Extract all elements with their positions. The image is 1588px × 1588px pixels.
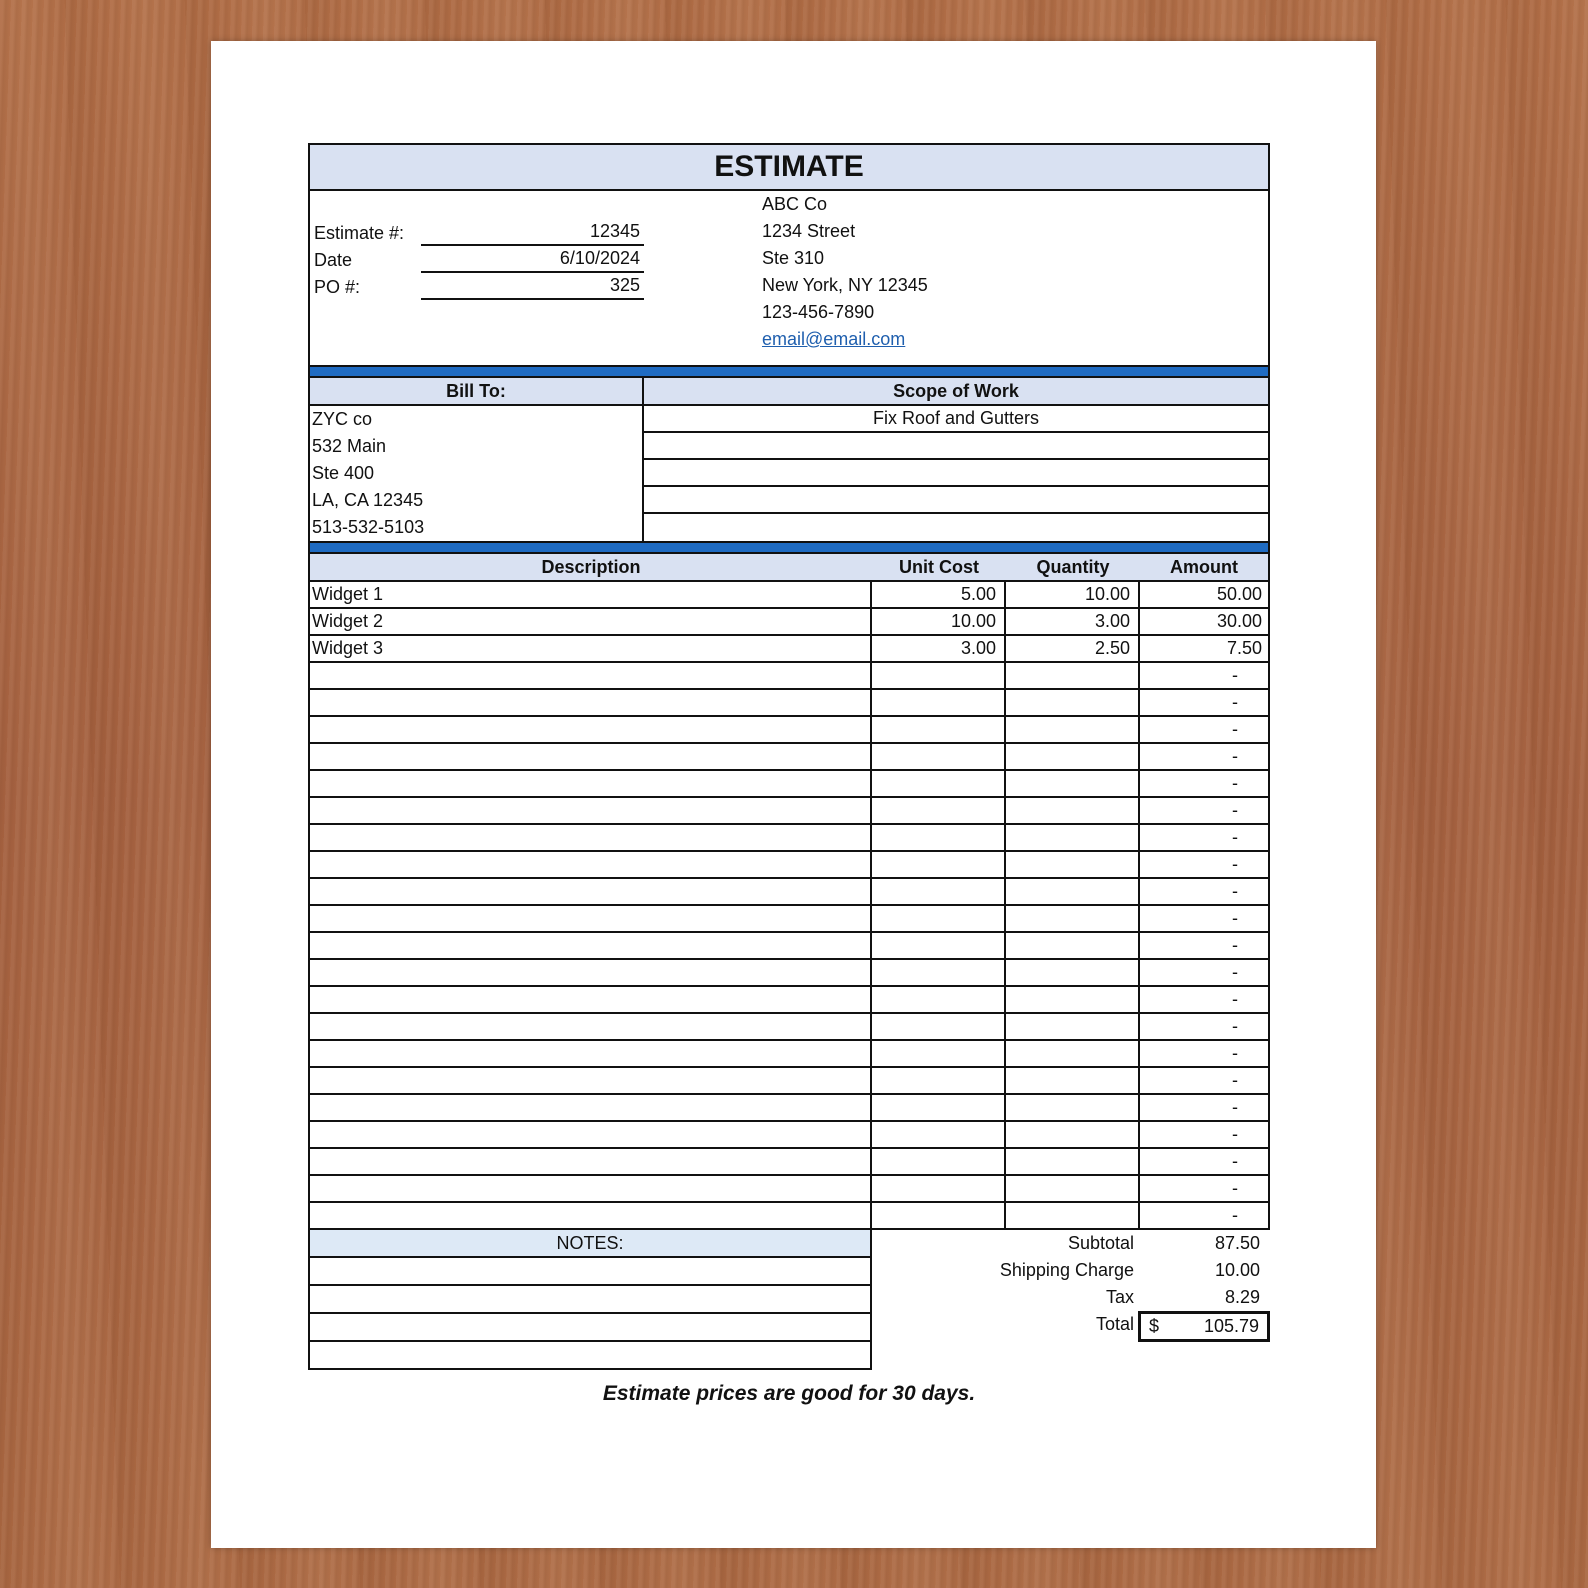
item-row xyxy=(310,1149,1268,1176)
item-description-cell[interactable] xyxy=(310,798,872,823)
header-block xyxy=(308,191,1270,365)
item-quantity-cell[interactable] xyxy=(1006,1149,1140,1174)
item-row xyxy=(310,879,1268,906)
item-row xyxy=(310,1122,1268,1149)
unit-cost-header: Unit Cost xyxy=(899,557,979,577)
item-description-cell[interactable] xyxy=(310,1014,872,1039)
amount-header: Amount xyxy=(1170,557,1238,577)
bill-to-line[interactable]: Ste 400 xyxy=(312,463,375,483)
item-unit-cost-cell[interactable] xyxy=(872,852,1006,877)
estimate-title: ESTIMATE xyxy=(308,143,1270,191)
item-unit-cost-cell[interactable] xyxy=(872,1068,1006,1093)
notes-line[interactable] xyxy=(310,1342,870,1368)
item-unit-cost-cell[interactable] xyxy=(872,1149,1006,1174)
item-unit-cost-cell[interactable] xyxy=(872,1203,1006,1228)
item-row xyxy=(310,987,1268,1014)
date-row xyxy=(314,246,644,273)
company-phone: 123-456-7890 xyxy=(762,302,875,322)
item-quantity-cell[interactable]: 10.00 xyxy=(1006,582,1140,607)
total-label: Total xyxy=(1095,1314,1134,1334)
item-quantity-cell[interactable] xyxy=(1006,879,1140,904)
shipping-value[interactable]: 10.00 xyxy=(1214,1260,1260,1280)
item-unit-cost-cell[interactable] xyxy=(872,1122,1006,1147)
estimate-meta xyxy=(314,219,644,300)
item-description-cell[interactable] xyxy=(310,825,872,850)
item-unit-cost-cell[interactable] xyxy=(872,933,1006,958)
scope-line[interactable] xyxy=(644,460,1268,487)
item-unit-cost-cell[interactable] xyxy=(872,717,1006,742)
item-row xyxy=(310,582,1268,609)
quantity-header: Quantity xyxy=(1036,557,1110,577)
item-unit-cost-cell[interactable] xyxy=(872,690,1006,715)
scope-line[interactable]: Fix Roof and Gutters xyxy=(644,406,1268,433)
item-quantity-cell[interactable] xyxy=(1006,1041,1140,1066)
po-label: PO #: xyxy=(314,277,361,297)
item-quantity-cell[interactable] xyxy=(1006,933,1140,958)
item-amount-cell: - xyxy=(1232,773,1238,793)
item-row xyxy=(310,960,1268,987)
item-amount-cell: 7.50 xyxy=(1226,638,1262,658)
item-row xyxy=(310,1203,1268,1230)
item-row xyxy=(310,717,1268,744)
item-amount-cell: - xyxy=(1232,1070,1238,1090)
item-quantity-cell[interactable] xyxy=(1006,906,1140,931)
subtotal-value: 87.50 xyxy=(1214,1233,1260,1253)
tax-row xyxy=(872,1284,1270,1311)
item-row xyxy=(310,690,1268,717)
item-row xyxy=(310,663,1268,690)
item-unit-cost-cell[interactable]: 10.00 xyxy=(872,609,1006,634)
item-quantity-cell[interactable] xyxy=(1006,663,1140,688)
item-unit-cost-cell[interactable] xyxy=(872,906,1006,931)
item-amount-cell: - xyxy=(1232,692,1238,712)
item-amount-cell: - xyxy=(1232,1124,1238,1144)
notes-line[interactable] xyxy=(310,1286,870,1314)
item-unit-cost-cell[interactable]: 5.00 xyxy=(872,582,1006,607)
item-unit-cost-cell[interactable] xyxy=(872,879,1006,904)
subtotal-row xyxy=(872,1230,1270,1257)
item-amount-cell: - xyxy=(1232,746,1238,766)
item-unit-cost-cell[interactable] xyxy=(872,825,1006,850)
subtotal-label: Subtotal xyxy=(1067,1233,1134,1253)
scope-line[interactable] xyxy=(644,514,1268,539)
item-amount-cell: - xyxy=(1232,1043,1238,1063)
scope-line[interactable] xyxy=(644,487,1268,514)
item-quantity-cell[interactable]: 3.00 xyxy=(1006,609,1140,634)
item-unit-cost-cell[interactable] xyxy=(872,771,1006,796)
item-quantity-cell[interactable] xyxy=(1006,1203,1140,1228)
items-header-row xyxy=(310,554,1268,582)
date-value[interactable]: 6/10/2024 xyxy=(421,248,644,273)
shipping-label: Shipping Charge xyxy=(999,1260,1134,1280)
item-description-cell[interactable] xyxy=(310,987,872,1012)
bill-to-line[interactable]: 532 Main xyxy=(312,436,387,456)
item-row xyxy=(310,744,1268,771)
estimate-form xyxy=(308,143,1270,1370)
estimate-number-label: Estimate #: xyxy=(314,223,405,243)
item-description-cell[interactable] xyxy=(310,879,872,904)
item-description-cell[interactable] xyxy=(310,1041,872,1066)
item-amount-cell: - xyxy=(1232,827,1238,847)
item-row xyxy=(310,1068,1268,1095)
item-description-cell[interactable] xyxy=(310,906,872,931)
item-amount-cell: 30.00 xyxy=(1216,611,1262,631)
item-rows xyxy=(310,582,1268,1230)
item-row xyxy=(310,825,1268,852)
item-description-cell[interactable] xyxy=(310,1203,872,1228)
item-description-cell[interactable] xyxy=(310,960,872,985)
item-quantity-cell[interactable] xyxy=(1006,987,1140,1012)
item-amount-cell: - xyxy=(1232,989,1238,1009)
bill-to-line[interactable]: LA, CA 12345 xyxy=(312,490,424,510)
item-description-cell[interactable] xyxy=(310,933,872,958)
item-description-cell[interactable]: Widget 1 xyxy=(310,582,872,607)
po-row xyxy=(314,273,644,300)
bill-to-panel xyxy=(310,378,644,541)
company-name: ABC Co xyxy=(762,194,828,214)
item-amount-cell: - xyxy=(1232,881,1238,901)
item-amount-cell: - xyxy=(1232,908,1238,928)
item-row xyxy=(310,933,1268,960)
total-row xyxy=(872,1311,1270,1338)
item-row xyxy=(310,1014,1268,1041)
item-unit-cost-cell[interactable] xyxy=(872,960,1006,985)
company-email-link[interactable]: email@email.com xyxy=(762,329,906,349)
currency-symbol: $ xyxy=(1149,1316,1160,1336)
item-row xyxy=(310,1176,1268,1203)
item-unit-cost-cell[interactable]: 3.00 xyxy=(872,636,1006,661)
totals-panel xyxy=(872,1230,1270,1370)
item-quantity-cell[interactable] xyxy=(1006,1014,1140,1039)
item-row xyxy=(310,771,1268,798)
section-divider xyxy=(308,365,1270,378)
company-info xyxy=(762,191,928,353)
po-value[interactable]: 325 xyxy=(421,275,644,300)
scope-line[interactable] xyxy=(644,433,1268,460)
estimate-number-row xyxy=(314,219,644,246)
item-description-cell[interactable] xyxy=(310,1149,872,1174)
estimate-number-value[interactable]: 12345 xyxy=(421,221,644,246)
item-quantity-cell[interactable] xyxy=(1006,798,1140,823)
item-amount-cell: - xyxy=(1232,1151,1238,1171)
item-quantity-cell[interactable] xyxy=(1006,717,1140,742)
item-description-cell[interactable]: Widget 2 xyxy=(310,609,872,634)
item-amount-cell: - xyxy=(1232,665,1238,685)
tax-value[interactable]: 8.29 xyxy=(1224,1287,1260,1307)
item-unit-cost-cell[interactable] xyxy=(872,1014,1006,1039)
item-row xyxy=(310,1095,1268,1122)
item-description-cell[interactable] xyxy=(310,771,872,796)
scope-panel xyxy=(644,378,1268,541)
item-description-cell[interactable] xyxy=(310,1122,872,1147)
item-amount-cell: - xyxy=(1232,1205,1238,1225)
item-row xyxy=(310,1041,1268,1068)
notes-panel xyxy=(308,1230,872,1370)
notes-header: NOTES: xyxy=(310,1230,870,1258)
item-amount-cell: - xyxy=(1232,962,1238,982)
item-quantity-cell[interactable] xyxy=(1006,1176,1140,1201)
item-description-cell[interactable] xyxy=(310,663,872,688)
item-quantity-cell[interactable] xyxy=(1006,960,1140,985)
items-table xyxy=(308,554,1270,1230)
item-quantity-cell[interactable]: 2.50 xyxy=(1006,636,1140,661)
bill-scope-section xyxy=(308,378,1270,541)
item-amount-cell: - xyxy=(1232,719,1238,739)
item-quantity-cell[interactable] xyxy=(1006,1122,1140,1147)
item-description-cell[interactable] xyxy=(310,852,872,877)
item-quantity-cell[interactable] xyxy=(1006,1095,1140,1120)
item-quantity-cell[interactable] xyxy=(1006,825,1140,850)
scope-header: Scope of Work xyxy=(644,378,1268,406)
item-amount-cell: - xyxy=(1232,1097,1238,1117)
bottom-section xyxy=(308,1230,1270,1370)
item-unit-cost-cell[interactable] xyxy=(872,1041,1006,1066)
item-description-cell[interactable] xyxy=(310,1068,872,1093)
tax-label: Tax xyxy=(1105,1287,1134,1307)
item-amount-cell: 50.00 xyxy=(1216,584,1262,604)
item-quantity-cell[interactable] xyxy=(1006,771,1140,796)
item-unit-cost-cell[interactable] xyxy=(872,744,1006,769)
item-row xyxy=(310,609,1268,636)
company-street: 1234 Street xyxy=(762,221,856,241)
item-amount-cell: - xyxy=(1232,1178,1238,1198)
total-box xyxy=(1138,1311,1270,1342)
item-unit-cost-cell[interactable] xyxy=(872,987,1006,1012)
item-amount-cell: - xyxy=(1232,935,1238,955)
item-description-cell[interactable] xyxy=(310,717,872,742)
item-quantity-cell[interactable] xyxy=(1006,852,1140,877)
notes-line[interactable] xyxy=(310,1314,870,1342)
bill-to-header: Bill To: xyxy=(310,378,642,406)
item-row xyxy=(310,906,1268,933)
bill-to-line[interactable]: 513-532-5103 xyxy=(312,517,425,537)
item-row xyxy=(310,852,1268,879)
item-row xyxy=(310,636,1268,663)
company-suite: Ste 310 xyxy=(762,248,825,268)
item-quantity-cell[interactable] xyxy=(1006,1068,1140,1093)
item-description-cell[interactable] xyxy=(310,1176,872,1201)
notes-line[interactable] xyxy=(310,1258,870,1286)
item-unit-cost-cell[interactable] xyxy=(872,798,1006,823)
item-amount-cell: - xyxy=(1232,800,1238,820)
item-description-cell[interactable] xyxy=(310,744,872,769)
item-description-cell[interactable] xyxy=(310,690,872,715)
item-quantity-cell[interactable] xyxy=(1006,690,1140,715)
description-header: Description xyxy=(541,557,641,577)
item-unit-cost-cell[interactable] xyxy=(872,1176,1006,1201)
item-amount-cell: - xyxy=(1232,1016,1238,1036)
total-value: 105.79 xyxy=(1203,1316,1259,1336)
item-unit-cost-cell[interactable] xyxy=(872,1095,1006,1120)
item-description-cell[interactable]: Widget 3 xyxy=(310,636,872,661)
item-unit-cost-cell[interactable] xyxy=(872,663,1006,688)
item-quantity-cell[interactable] xyxy=(1006,744,1140,769)
item-description-cell[interactable] xyxy=(310,1095,872,1120)
bill-to-line[interactable]: ZYC co xyxy=(312,409,373,429)
item-row xyxy=(310,798,1268,825)
date-label: Date xyxy=(314,250,353,270)
item-amount-cell: - xyxy=(1232,854,1238,874)
shipping-row xyxy=(872,1257,1270,1284)
footer-note: Estimate prices are good for 30 days. xyxy=(602,1382,976,1405)
company-city: New York, NY 12345 xyxy=(762,275,928,295)
section-divider xyxy=(308,541,1270,554)
